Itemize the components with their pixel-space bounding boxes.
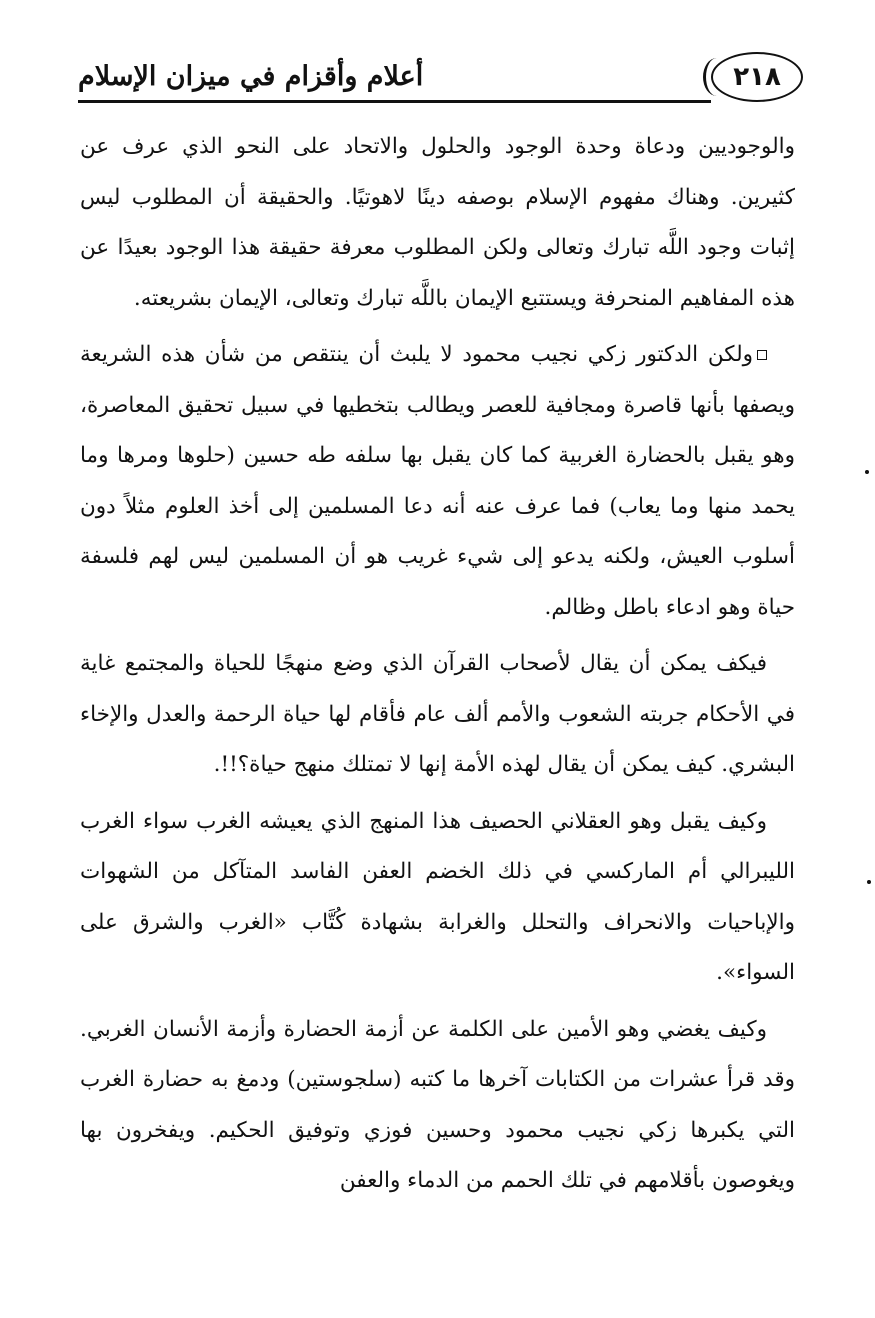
- paragraph-5: وكيف يغضي وهو الأمين على الكلمة عن أزمة الحضارة وأزمة الأنسان الغربي. وقد قرأ عشرات من الكتابات آخرها ما كتبه (سلجوستين) ودمغ به حضارة الغرب التي يكبرها زكي نجيب محمود وحسين فوزي وتوفيق الحكيم. ويفخرون بها ويغوصون بأقلامهم في تلك الحمم من الدماء والعفن: [80, 1016, 795, 1193]
- paragraph-4: وكيف يقبل وهو العقلاني الحصيف هذا المنهج الذي يعيشه الغرب سواء الغرب الليبرالي أم الماركسي في ذلك الخضم العفن الفاسد المتآكل من الشهوات والإباحيات والانحراف والتحلل والغرابة بشهادة كُتَّاب «الغرب والشرق على السواء».: [80, 808, 795, 985]
- square-bullet-icon: [757, 350, 767, 360]
- scan-speck: [865, 470, 869, 474]
- book-title: أعلام وأقزام في ميزان الإسلام: [78, 61, 424, 92]
- page-number-badge: [711, 52, 803, 102]
- paragraph-2: [80, 330, 795, 633]
- page-number: ٢١٨: [733, 62, 781, 92]
- header-divider: [78, 100, 711, 103]
- scan-speck: [867, 880, 871, 884]
- running-header: [78, 48, 797, 112]
- paragraph-2-text: ولكن الدكتور زكي نجيب محمود لا يلبث أن ينتقص من شأن هذه الشريعة ويصفها بأنها قاصرة ومجافية للعصر ويطالب بتخطيها في سبيل تحقيق المعاصرة، وهو يقبل بالحضارة الغربية كما كان يقبل بها سلفه طه حسين (حلوها ومرها وما يحمد منها وما يعاب) فما عرف عنه أنه دعا المسلمين إلى أخذ العلوم مثلاً دون أسلوب العيش، ولكنه يدعو إلى شيء غريب هو أن المسلمين ليس لهم فلسفة حياة وهو ادعاء باطل وظالم.: [80, 342, 795, 620]
- body-text: [80, 122, 795, 1213]
- paragraph-3: فيكف يمكن أن يقال لأصحاب القرآن الذي وضع منهجًا للحياة والمجتمع غاية في الأحكام جربته الشعوب والأمم ألف عام فأقام لها حياة الرحمة والعدل والإخاء البشري. كيف يمكن أن يقال لهذه الأمة إنها لا تمتلك منهج حياة؟!!.: [80, 651, 795, 777]
- paragraph-1: والوجوديين ودعاة وحدة الوجود والحلول والاتحاد على النحو الذي عرف عن كثيرين. وهناك مفهوم الإسلام بوصفه دينًا لاهوتيًا. والحقيقة أن المطلوب ليس إثبات وجود اللَّه تبارك وتعالى ولكن المطلوب معرفة حقيقة هذا الوجود بعيدًا عن هذه المفاهيم المنحرفة ويستتبع الإيمان باللَّه تبارك وتعالى، الإيمان بشريعته.: [80, 134, 795, 311]
